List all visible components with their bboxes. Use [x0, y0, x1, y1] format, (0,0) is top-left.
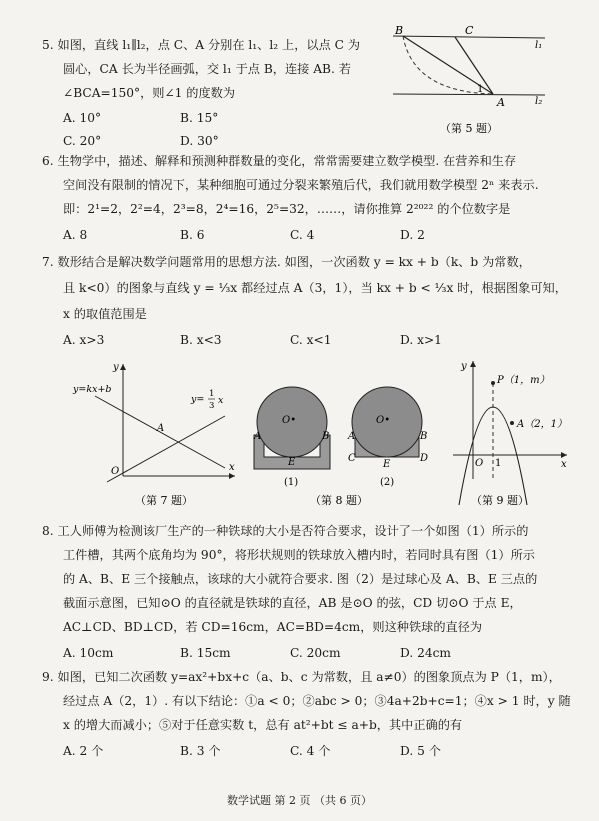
- fig8-2-label-a: A: [348, 431, 356, 442]
- q5-line-3: ∠BCA=150°，则∠1 的度数为: [63, 86, 236, 100]
- fig7-caption: （第 7 题）: [135, 494, 193, 507]
- q7-option-a: A. x>3: [63, 333, 105, 347]
- q9-line-1: 9. 如图，已知二次函数 y=ax²+bx+c（a、b、c 为常数，且 a≠0）的图象顶点为 P（1，m），: [42, 670, 561, 684]
- fig8-1-label-e: E: [288, 457, 296, 468]
- fig5-label-l2: l₂: [535, 96, 543, 107]
- figure-8: [250, 365, 435, 508]
- fig5-label-b: B: [395, 24, 404, 37]
- fig8-caption: （第 8 题）: [310, 494, 368, 507]
- fig9-label-y: y: [461, 361, 467, 372]
- figure-7: [65, 358, 245, 508]
- fig5-label-a: A: [497, 96, 505, 109]
- q8-option-c: C. 20cm: [290, 646, 341, 660]
- q5-option-a: A. 10°: [63, 111, 102, 125]
- fig5-label-l1: l₁: [535, 40, 543, 51]
- q8-line-3: 的 A、B、E 三个接触点，该球的大小就符合要求. 图（2）是过球心及 A、B、E 三点的: [63, 572, 538, 586]
- fig5-label-c: C: [465, 24, 474, 37]
- q9-option-c: C. 4 个: [290, 744, 331, 758]
- fig7-label-xaxis: x: [229, 462, 235, 473]
- q9-option-a: A. 2 个: [63, 744, 104, 758]
- fig9-label-x: x: [561, 459, 567, 470]
- q9-line-2: 经过点 A（2，1）. 有以下结论：①a < 0；②abc > 0；③4a+2b+c=1；④x > 1 时，y 随: [63, 694, 571, 708]
- fig5-caption: （第 5 题）: [440, 122, 498, 135]
- fig7-label-yeq: y=: [191, 394, 205, 405]
- fig8-2-label-e: E: [383, 459, 391, 470]
- q7-line-2: 且 k<0）的图象与直线 y = ⅓x 都经过点 A（3，1），当 kx + b < ⅓x 时，根据图象可知，: [63, 281, 567, 295]
- fig9-label-p: P（1，m）: [497, 375, 550, 386]
- q6-line-3: 即：2¹=2，2²=4，2³=8，2⁴=16，2⁵=32，……，请你推算 2²⁰²² 的个位数字是: [63, 202, 511, 216]
- fig8-1-label-o: O•: [282, 415, 297, 426]
- q8-line-2: 工件槽，其两个底角均为 90°，将形状规则的铁球放入槽内时，若同时具有图（1）所示: [63, 548, 535, 562]
- q8-option-d: D. 24cm: [400, 646, 451, 660]
- fig7-label-kxb: y=kx+b: [73, 384, 112, 395]
- q7-option-d: D. x>1: [400, 333, 442, 347]
- fig8-1-caption: (1): [284, 477, 299, 488]
- q9-option-d: D. 5 个: [400, 744, 441, 758]
- q7-option-b: B. x<3: [180, 333, 222, 347]
- q7-option-c: C. x<1: [290, 333, 332, 347]
- fig5-label-1: 1: [477, 84, 484, 95]
- fig9-caption: （第 9 题）: [471, 494, 529, 507]
- q8-option-a: A. 10cm: [63, 646, 114, 660]
- fig9-label-a: A（2，1）: [517, 419, 567, 430]
- q8-line-5: AC⊥CD、BD⊥CD，若 CD=16cm，AC=BD=4cm，则这种铁球的直径为: [63, 620, 483, 634]
- q6-option-b: B. 6: [180, 228, 205, 242]
- fig8-2-label-o: O•: [376, 415, 391, 426]
- fig8-2-label-d: D: [420, 453, 429, 464]
- q6-option-a: A. 8: [63, 228, 88, 242]
- q7-line-3: x 的取值范围是: [63, 307, 147, 321]
- fig7-label-frac-num: 1: [209, 389, 215, 399]
- fig7-label-a: A: [157, 423, 165, 434]
- fig8-2-caption: (2): [380, 477, 395, 488]
- q8-line-1: 8. 工人师傅为检测该厂生产的一种铁球的大小是否符合要求，设计了一个如图（1）所示的: [42, 524, 529, 538]
- q7-line-1: 7. 数形结合是解决数学问题常用的思想方法. 如图，一次函数 y = kx + b（k、b 为常数，: [42, 255, 531, 269]
- page-footer: 数学试题 第 2 页 （共 6 页）: [227, 794, 372, 807]
- fig9-label-o: O: [475, 458, 484, 469]
- q9-line-3: x 的增大而减小；⑤对于任意实数 t，总有 at²+bt ≤ a+b，其中正确的有: [63, 718, 463, 732]
- q5-line-1: 5. 如图，直线 l₁∥l₂，点 C、A 分别在 l₁、l₂ 上，以点 C 为: [42, 38, 361, 52]
- q6-line-1: 6. 生物学中，描述、解释和预测种群数量的变化，常常需要建立数学模型. 在营养和生存: [42, 154, 517, 168]
- fig7-label-frac-den: 3: [209, 401, 215, 411]
- q6-line-2: 空间没有限制的情况下，某种细胞可通过分裂来繁殖后代，我们就用数学模型 2ⁿ 来表示.: [63, 178, 539, 192]
- q6-option-c: C. 4: [290, 228, 315, 242]
- q9-option-b: B. 3 个: [180, 744, 221, 758]
- q5-option-c: C. 20°: [63, 134, 102, 148]
- q5-option-b: B. 15°: [180, 111, 219, 125]
- q8-line-4: 截面示意图，已知⊙O 的直径就是铁球的直径，AB 是⊙O 的弦，CD 切⊙O 于点 E，: [63, 596, 522, 610]
- fig7-label-y: y: [113, 362, 119, 373]
- fig8-1-label-b: B: [322, 431, 330, 442]
- q8-option-b: B. 15cm: [180, 646, 231, 660]
- q5-option-d: D. 30°: [180, 134, 219, 148]
- fig8-1-label-a: A: [254, 431, 262, 442]
- fig9-label-1: 1: [495, 458, 502, 469]
- fig8-2-label-b: B: [420, 431, 428, 442]
- figure-9: [445, 355, 575, 508]
- fig8-2-label-c: C: [348, 453, 356, 464]
- q6-option-d: D. 2: [400, 228, 425, 242]
- fig7-label-o: O: [111, 466, 120, 477]
- figure-5: [385, 22, 560, 142]
- fig7-label-x-term: x: [218, 395, 224, 406]
- q5-line-2: 圆心，CA 长为半径画弧，交 l₁ 于点 B，连接 AB. 若: [63, 62, 351, 76]
